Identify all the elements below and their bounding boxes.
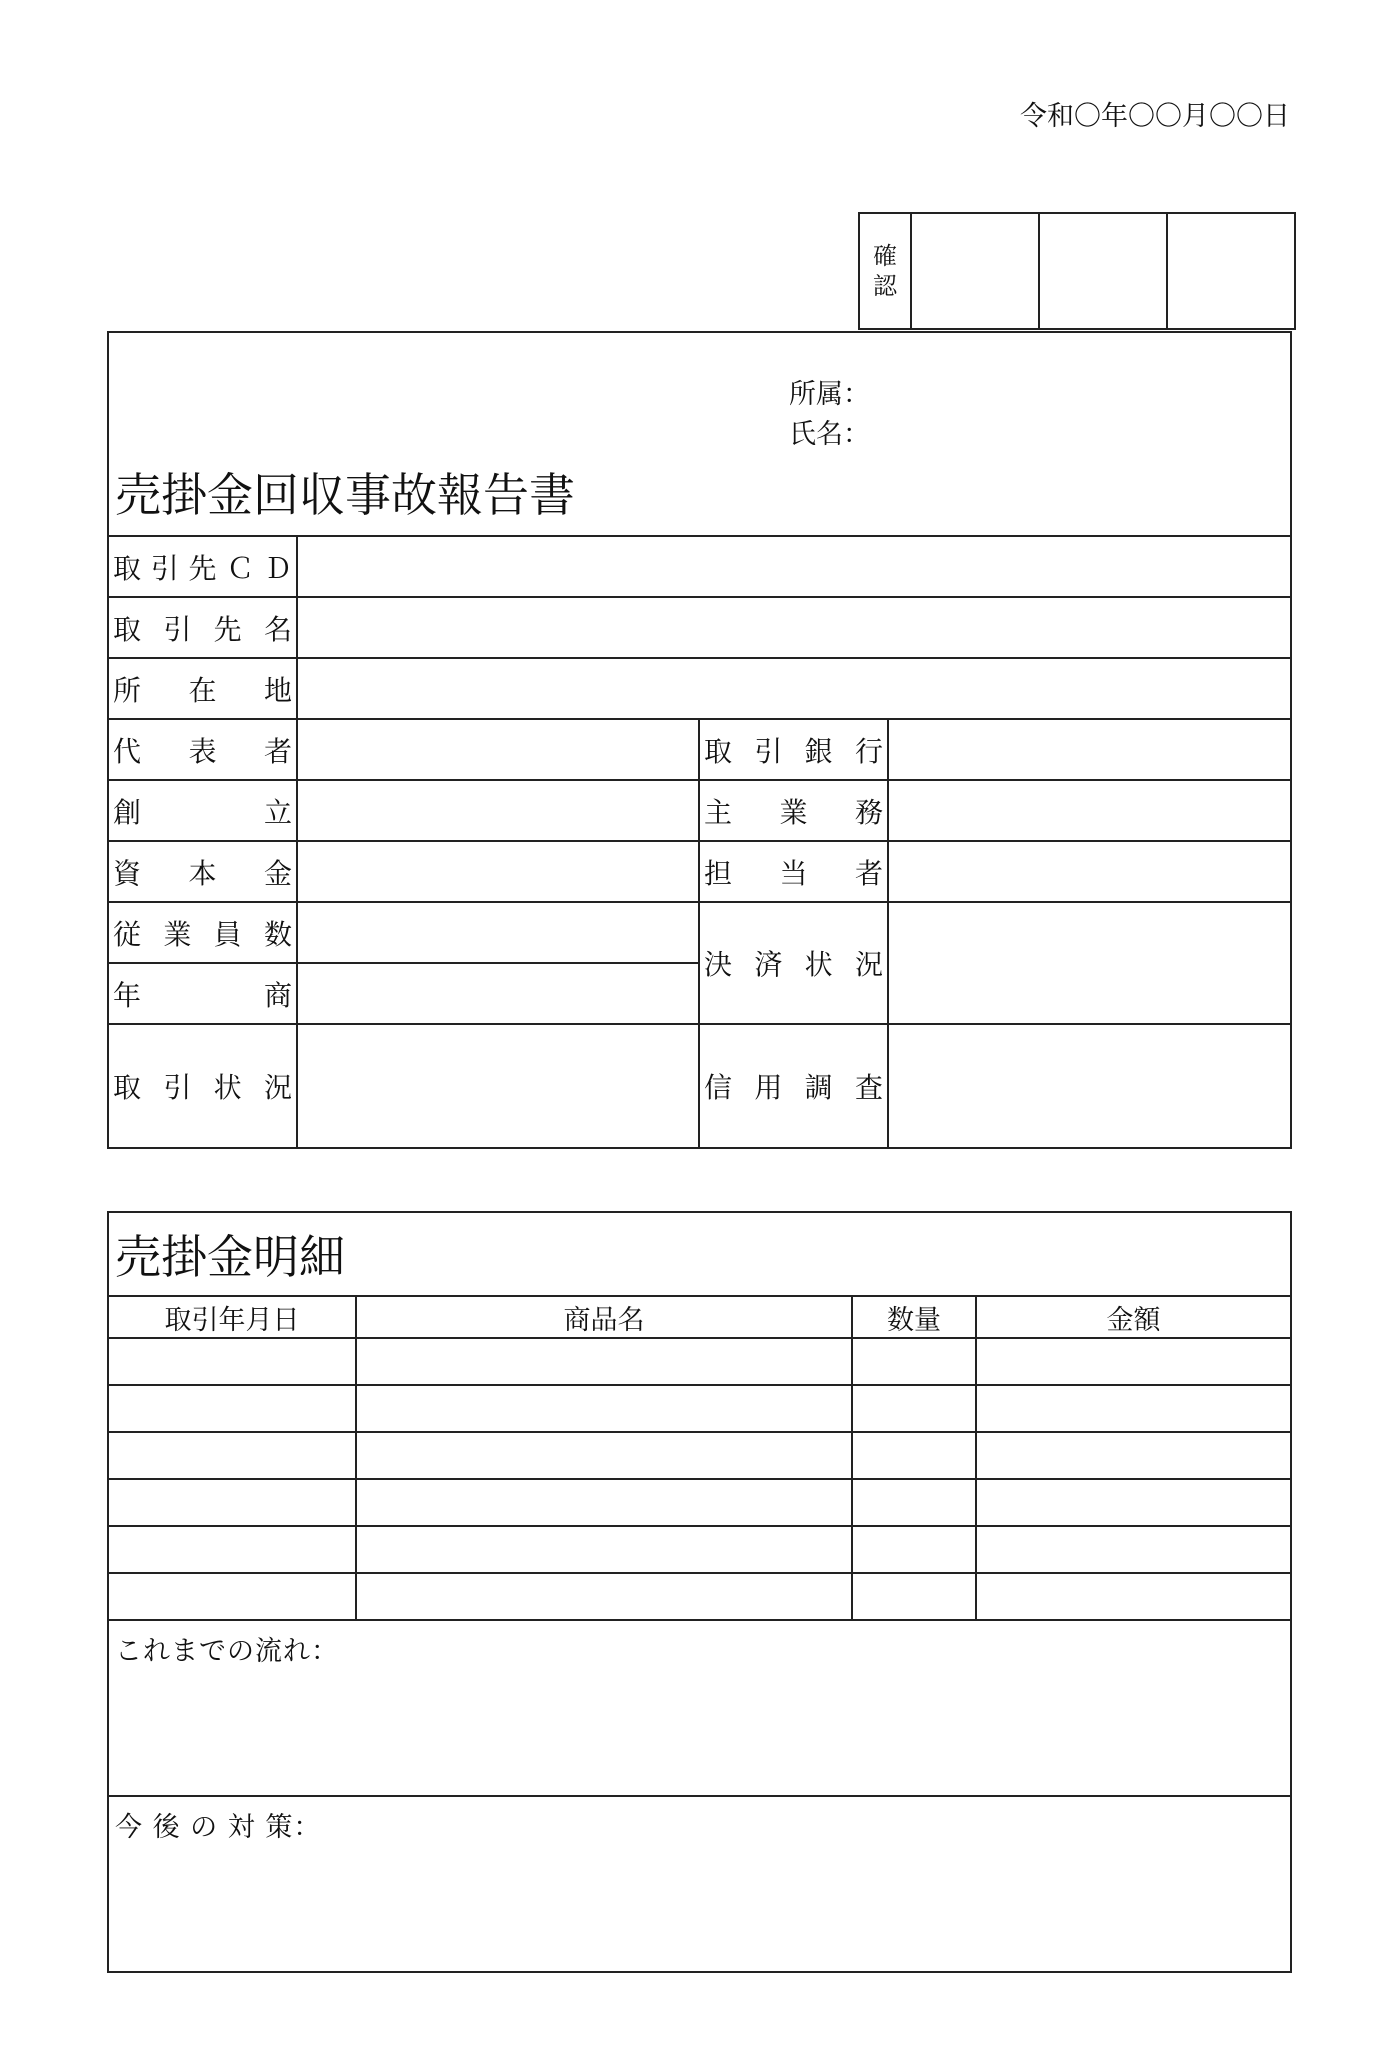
- countermeasure-label: 今 後 の 対 策：: [115, 1812, 322, 1843]
- cell-quantity[interactable]: [852, 1338, 976, 1385]
- stamp-cell-2[interactable]: [1040, 214, 1168, 328]
- label-char: 決: [704, 948, 733, 981]
- cell-amount[interactable]: [976, 1385, 1291, 1432]
- column-header-quantity: 数量: [852, 1296, 976, 1338]
- label-char: 引: [163, 1071, 192, 1104]
- field-capital[interactable]: [297, 841, 699, 902]
- history-box[interactable]: [108, 1620, 1291, 1796]
- label-client-name-text: [109, 608, 296, 648]
- label-char: 引: [754, 734, 783, 768]
- approval-label: [860, 214, 912, 328]
- label-char: 況: [854, 948, 883, 981]
- cell-amount[interactable]: [976, 1432, 1291, 1479]
- label-char: 資: [113, 856, 142, 890]
- label-char: 先: [188, 551, 217, 585]
- label-address-text: [109, 669, 296, 709]
- label-char: 年: [113, 978, 142, 1012]
- field-address[interactable]: [297, 658, 1291, 719]
- label-client-name: [108, 597, 297, 658]
- label-char: 員: [213, 917, 242, 951]
- field-client-name[interactable]: [297, 597, 1291, 658]
- cell-product[interactable]: [356, 1526, 852, 1573]
- label-char: 状: [213, 1071, 242, 1104]
- document-date: 令和〇年〇〇月〇〇日: [1020, 101, 1290, 132]
- label-address: [108, 658, 297, 719]
- label-client-cd: [108, 536, 297, 597]
- label-representative: [108, 719, 297, 780]
- label-char: 取: [113, 1071, 142, 1104]
- report-header: [108, 332, 1291, 536]
- label-char: 務: [854, 795, 883, 829]
- table-row: [108, 1338, 1291, 1385]
- label-char: 所: [113, 673, 142, 707]
- label-char: 況: [263, 1071, 292, 1104]
- label-char: Ｄ: [263, 551, 292, 585]
- table-row: [108, 1526, 1291, 1573]
- label-client-cd-text: [109, 547, 296, 587]
- cell-date[interactable]: [108, 1338, 356, 1385]
- label-char: 査: [854, 1071, 883, 1104]
- label-char: 業: [779, 795, 808, 829]
- cell-product[interactable]: [356, 1338, 852, 1385]
- label-char: 調: [804, 1071, 833, 1104]
- label-char: 主: [704, 795, 733, 829]
- reporter-info: [789, 375, 870, 455]
- label-annual-sales-text: [109, 974, 296, 1014]
- cell-quantity[interactable]: [852, 1432, 976, 1479]
- cell-product[interactable]: [356, 1385, 852, 1432]
- detail-title: 売掛金明細: [108, 1212, 1291, 1296]
- cell-quantity[interactable]: [852, 1385, 976, 1432]
- label-main-business-text: [700, 791, 887, 831]
- cell-date[interactable]: [108, 1573, 356, 1620]
- label-char: 取: [113, 612, 142, 646]
- approval-label-bottom: 認: [873, 272, 897, 300]
- label-char: 信: [704, 1071, 733, 1104]
- cell-date[interactable]: [108, 1526, 356, 1573]
- label-char: 表: [188, 734, 217, 768]
- column-header-amount: 金額: [976, 1296, 1291, 1338]
- report-table: [107, 331, 1292, 1149]
- label-char: 用: [754, 1071, 783, 1104]
- label-transaction-status: [108, 1024, 297, 1148]
- label-employees-text: [109, 913, 296, 953]
- approval-label-top: 確: [873, 242, 897, 270]
- label-char: 引: [150, 551, 179, 585]
- label-char: 銀: [804, 734, 833, 768]
- label-char: 数: [263, 917, 292, 951]
- label-employees: [108, 902, 297, 963]
- cell-quantity[interactable]: [852, 1526, 976, 1573]
- field-employees[interactable]: [297, 902, 699, 963]
- column-header-date: 取引年月日: [108, 1296, 356, 1338]
- cell-amount[interactable]: [976, 1338, 1291, 1385]
- label-char: 状: [804, 948, 833, 981]
- label-char: Ｃ: [226, 551, 255, 585]
- cell-quantity[interactable]: [852, 1479, 976, 1526]
- label-char: 取: [704, 734, 733, 768]
- label-settlement: [699, 902, 888, 1024]
- field-settlement[interactable]: [888, 902, 1291, 1024]
- receivables-detail-table: [107, 1211, 1292, 1973]
- label-char: 引: [163, 612, 192, 646]
- label-char: 名: [263, 612, 292, 646]
- label-credit-check-text: [700, 1066, 887, 1106]
- name-label: 氏名：: [789, 419, 870, 450]
- label-founded: [108, 780, 297, 841]
- cell-date[interactable]: [108, 1432, 356, 1479]
- label-char: 行: [854, 734, 883, 768]
- table-row: [108, 1479, 1291, 1526]
- cell-product[interactable]: [356, 1432, 852, 1479]
- table-row: [108, 1432, 1291, 1479]
- label-representative-text: [109, 730, 296, 770]
- label-char: 取: [113, 551, 142, 585]
- label-char: 金: [263, 856, 292, 890]
- label-char: 在: [188, 673, 217, 707]
- cell-product[interactable]: [356, 1573, 852, 1620]
- label-char: 業: [163, 917, 192, 951]
- label-person-in-charge: [699, 841, 888, 902]
- label-char: 担: [704, 856, 733, 890]
- field-credit-check[interactable]: [888, 1024, 1291, 1148]
- history-label: これまでの流れ：: [115, 1636, 339, 1667]
- label-char: 立: [263, 795, 292, 829]
- affiliation-label: 所属：: [789, 379, 870, 410]
- label-annual-sales: [108, 963, 297, 1024]
- field-bank[interactable]: [888, 719, 1291, 780]
- label-char: 地: [263, 673, 292, 707]
- label-char: 先: [213, 612, 242, 646]
- approval-stamp-box: [858, 212, 1296, 330]
- label-char: 者: [854, 856, 883, 890]
- field-annual-sales[interactable]: [297, 963, 699, 1024]
- label-char: 済: [754, 948, 783, 981]
- field-transaction-status[interactable]: [297, 1024, 699, 1148]
- countermeasure-box[interactable]: [108, 1796, 1291, 1972]
- label-char: 代: [113, 734, 142, 768]
- table-row: [108, 1573, 1291, 1620]
- label-char: 創: [113, 795, 142, 829]
- label-bank-text: [700, 730, 887, 770]
- label-capital: [108, 841, 297, 902]
- cell-date[interactable]: [108, 1479, 356, 1526]
- label-transaction-status-text: [109, 1066, 296, 1106]
- cell-quantity[interactable]: [852, 1573, 976, 1620]
- column-header-product: 商品名: [356, 1296, 852, 1338]
- stamp-cell-1[interactable]: [912, 214, 1040, 328]
- label-founded-text: [109, 791, 296, 831]
- field-founded[interactable]: [297, 780, 699, 841]
- label-char: 従: [113, 917, 142, 951]
- label-char: 当: [779, 856, 808, 890]
- stamp-cell-3[interactable]: [1168, 214, 1294, 328]
- label-main-business: [699, 780, 888, 841]
- table-row: [108, 1385, 1291, 1432]
- label-char: 者: [263, 734, 292, 768]
- field-person-in-charge[interactable]: [888, 841, 1291, 902]
- cell-amount[interactable]: [976, 1573, 1291, 1620]
- field-client-cd[interactable]: [297, 536, 1291, 597]
- cell-amount[interactable]: [976, 1526, 1291, 1573]
- cell-date[interactable]: [108, 1385, 356, 1432]
- field-main-business[interactable]: [888, 780, 1291, 841]
- report-title: 売掛金回収事故報告書: [115, 468, 575, 522]
- label-char: 本: [188, 856, 217, 890]
- cell-amount[interactable]: [976, 1479, 1291, 1526]
- label-credit-check: [699, 1024, 888, 1148]
- label-char: 商: [263, 978, 292, 1012]
- label-bank: [699, 719, 888, 780]
- label-capital-text: [109, 852, 296, 892]
- field-representative[interactable]: [297, 719, 699, 780]
- label-person-in-charge-text: [700, 852, 887, 892]
- cell-product[interactable]: [356, 1479, 852, 1526]
- label-settlement-text: [700, 943, 887, 983]
